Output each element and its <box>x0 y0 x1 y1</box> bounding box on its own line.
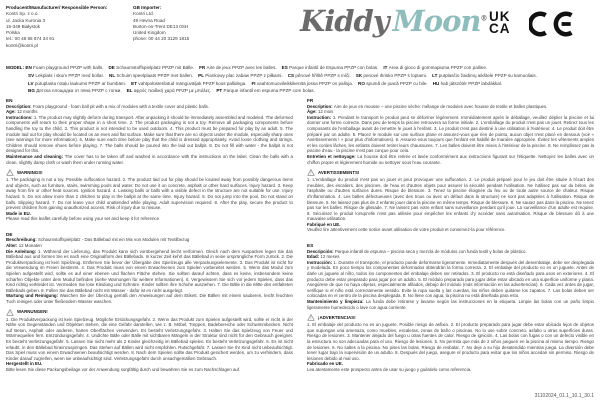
paragraph-label: Edad: <box>307 254 321 260</box>
model-language-code: PL <box>198 72 206 78</box>
column-0 <box>6 98 293 383</box>
section-language-code: FR <box>307 98 314 103</box>
brand-logo <box>300 4 487 38</box>
warning-label: AVERTISSEMENTS! <box>318 169 360 175</box>
section-paragraph: Beschreibung: Schaumstoffspielplatz - Das Bällebad mit ein Mix von Modulen mit Textilbezug <box>6 237 190 243</box>
svg-text:!: ! <box>9 310 11 316</box>
made-in-line: Made in EU. <box>6 210 31 216</box>
model-language-code: DE <box>108 65 117 70</box>
importer-phone: phone: 00 44 20 3129 1815 <box>133 36 190 42</box>
model-entry: SV Lekplats i skum PPZP med bollar. <box>28 72 105 78</box>
warning-heading <box>307 169 594 176</box>
warning-text: 1. Die Produktverpackung ist kein Spielzeug. Mögliche Erstickungsgefahr. 2. Wenn das Produkt zum Spielen aufgestellt wird, sollte er nicht in der Nähe von Gegenständen und Objekten stehen, die eine Gefahr darstellen, wie z. B. Möbel, Treppen, Badebereiche oder Schwimmbecken. Nicht auf Beton, Asphalt oder anderen, harten Oberflächen verwenden. Es besteht Verletzungsgefahr. 3. Halten Sie das Spielzeug von Feuer und Wärmequellen fern. Entzündungsgefahr. 4. Undichte Bälle oder Bälle mit sichtbaren Mängeln in der Struktur sind nicht für den Gebrauch geeignet. Es besteht Verletzungsgefahr. 5. Lassen Sie nicht mehr als 2 Kinder gleichzeitig im Bällebad spielen. Es besteht Verletzungsgefahr. 6. Es ist nicht erlaubt, in den Bällebad hineinzuspringen. Das Stehen auf Bällen wird nicht empfohlen. Rutschgefahr. 7. Lassen Sie Ihr Kind nicht unbeaufsichtigt. Das Spiel muss von einem Erwachsenen beaufsichtigt werden. 8. Nach dem Spielen sollte das Produkt gesichert werden, um zu verhindern, dass Kinder darauf zugreifen, wenn sie unbeaufsichtigt sind. Verletzungsgefahr durch unsachgemäßen Gebrauch. <box>6 316 293 361</box>
model-entry: DE Schaumstoffspielplatz PPZP mit Bälle. <box>108 65 195 70</box>
ukca-line-ca: CA <box>489 20 511 36</box>
leaflet-note: Please read this leaflet carefully before using your set and keep it for reference <box>6 216 160 222</box>
paragraph-label: Description: <box>307 103 334 109</box>
model-language-code: BG <box>28 88 37 94</box>
section-language-code: DE <box>6 231 13 237</box>
warning-label: ¡ADVERTENCIAS! <box>318 314 356 320</box>
manufacturer-block <box>6 5 130 49</box>
ukca-mark-icon <box>489 11 511 34</box>
warning-text: 1. L'emballage du produit n'est pas un jouet et peut provoquer une suffocation. 2. Le produit préparé pour le jeu doit être située à l'écart des meubles, des escaliers, des piscines, de l'eau et d'autres objets pour assurer la sécurité pendant l'utilisation. Ne l'utilisez pas sur du béton, de l'asphalte ou d'autres surfaces dures. Risque de blessure. 3. Tenez la piscine éloignée du feu ou de toute autre source de chaleur. Risque d'inflammation. 4. Les balles défectueuses (avec des trous ou avec un défaut dans la structure) ne sont pas adaptées à l'utilisation. Risque de blessure. 5. Ne laissez pas plus de 2 enfants jouer dans la piscine en même temps. Risque de blessure. 6. Ne sautez pas dans la piscine. Ne tenez pas sur les balles. Risque de glissade. 7. Ne laissez pas votre enfant sans surveillance pendant qu'il joue. La surveillance d'un adulte est requise. 8. Sécurisez le produit lorsqu'elle n'est pas utilisée pour empêcher les enfants d'y accéder sans autorisation. Risque de blessure dû à une mauvaise utilisation. <box>307 177 594 222</box>
svg-text:!: ! <box>9 170 11 176</box>
manufacturer-phone: tel.: 00 48 85 674 34 91 <box>6 36 55 42</box>
paragraph-label: Beschreibung: <box>6 237 38 243</box>
svg-text:!: ! <box>310 315 312 321</box>
warning-text: 1. The packaging is not a toy. Possible suffocation hazard. 2. The product laid out for play should be located away from possibly dangerous items and objects, such as furniture, stairs, swimming pools and water. Do not use it on concrete, asphalt or other hard surfaces. Injury hazard. 3. Keep away from fire or other heat sources. Ignition hazard. 4. Leaking balls or balls with a visible defect in the structure are not suitable for use. Injury hazard. 5. Do not allow more than 2 children to play in the ballpit at the same time. Injury hazard. 6. Do not jump into the pool. Do not stand on balls. Slipping hazard. 7. Do not leave your child unattended while playing. Adult supervision required. 8. After the play, secure the product to prevent children from gaining unauthorized access. Risk of injury due to misuse. <box>6 177 293 211</box>
section-de <box>6 232 293 373</box>
leaflet-note: Lea atentamente este prospecto antes de usar su juego y guárdelo como referencia. <box>307 366 472 372</box>
model-language-code: IT <box>383 65 389 70</box>
manufacturer-company: Kontri Sp. z o.o. <box>6 11 39 17</box>
model-language-code: PT <box>216 88 224 94</box>
model-language-code: LT <box>432 72 439 78</box>
model-entry: RO spumă de joacă PPZP cu bile. <box>358 80 428 86</box>
importer-block <box>133 5 253 43</box>
svg-text:!: ! <box>310 170 312 176</box>
model-entry: LV putuplasta rotaļu laukums PPZP ar bumbām. <box>28 80 127 86</box>
importer-country: United Kingdom <box>133 30 166 36</box>
warning-text: 1. El embalaje del producto no es un juguete. Posible riesgo de asfixia. 2. El producto preparado para jugar debe estar ubicado lejos de objetos que supongan una amenaza, como muebles, escaleras, zonas de baño o piscinas. No lo use sobre concreto, asfalto u otras superficies duras. Riesgo de lesiones. 3. Mantener alejado del fuego u otras fuentes de calor. Riesgo de ignición. 4. Las bolas con fugas o con un defecto visible en la estructura no son adecuadas para el uso. Riesgo de lesiones. 5. No permita que más de 2 niños jueguen en la piscina al mismo tiempo. Riesgo de lesiones. 6. No saltes a la piscina. No pises las bolas. Riesgo de resbalar. 7. No deje a su hijo desatendido mientras juega. La diversión debe tener lugar bajo la supervisión de un adulto. 8. Después del juego, asegure el producto para evitar que los niños accedan sin permiso. Riesgo de lesiones debido al mal uso. <box>307 322 594 361</box>
model-language-code: HU <box>432 80 441 86</box>
paragraph-label: Instructions: <box>6 114 34 120</box>
warning-heading <box>6 169 293 176</box>
warning-label: WARNUNGEN! <box>17 309 48 315</box>
paragraph-label: Instruction: <box>307 114 333 120</box>
paragraph-label: Âge: <box>307 109 318 115</box>
model-entry: IT Area di gioco di gommapiuma PPZP con palline. <box>383 65 488 70</box>
model-language-code: LV <box>28 80 35 86</box>
ce-mark-icon <box>529 9 576 44</box>
warning-triangle-icon <box>6 309 14 316</box>
section-paragraph: Maintenance and cleaning: The cover has to be taken off and washed in accordance with the instructions on the label. Clean the balls with a clean, slightly damp cloth or wash them under running water. <box>6 153 293 165</box>
brand-name-moon: Moon <box>392 4 481 38</box>
section-paragraph: Instrucción: 1. Durante el transporte, el producto puede deformarse ligeramente. Inmediatamente después del desembalaje, debe ser desplegada y modelada. En poco tiempo los componentes deformados obtendrán la forma correcta. 2. El embalaje del producto no es un juguete. Antes de darle un juguete al niño, todos los componentes del embalaje deben ser retirados. 3. El producto no está diseñado para usos en exteriores. 4. El producto debe estar preparado para jugar por un adulto. 5. El módulo preparado para jugar debe estar ubicado en una superficie uniforme y plana. Asegúrese de que no haya objetos, especialmente afilados, debajo del módulo (más información en las advertencias). 6. Cada vez antes de jugar, verifique si el niño está correctamente vestido. Evite la ropa suelta y las cuerdas, los niños deben quitarse los zapatos. 7. Las bolas deben ser colocadas en el centro de la piscina desplegada. 8. No llene con agua, la piscina no está diseñada para esto. <box>307 259 594 299</box>
section-paragraph: Die Anleitung: 1. Während der Lieferung, das Produkt kann sich vorübergehend leicht verformen. Gleich nach dem Auspacken legen Sie das Bällebad aus und formen Sie es nach eine Originalform des Bällebads. In kurzer Zeit kehrt das Bällebad in seine ursprüngliche Form zurück. 2. Die Produktverpackung ist kein Spielzeug. Entfernen Sie bevor der Übergabe des Spielzeugs alle Verpackungselemente. 3. Das Produkt ist nicht für die Verwendung im Freien bestimmt. 4. Das Produkt muss von einem Erwachsenen zum Spielen vorbereitet werden. 5. Wenn das Modul zum Spielen aufgestellt wird, sollte es auf einer ebenen und flachen Fläche stehen. Sie sollten darauf achten, dass es keine, insbesondere keine scharfen Objekte unter dem Modul befinden (siehe Warnungen für weitere Informationen). 6. Vergewissern Sie sich vor jedem Spielen, dass das Kind richtig verkleidet ist. Vermeiden Sie lose Kleidung und Schnüre. Kinder sollten ihre Schuhe ausziehen. 7. Die Bälle in die Mitte des entfalteten Bällebads geben. 8. Füllen Sie das Bällebad nicht mit Wasser - dafür ist es nicht ausgelegt. <box>6 248 293 293</box>
manufacturer-email: kontri@kontri.pl <box>6 42 38 48</box>
section-es <box>307 243 594 372</box>
made-in-line: Hergestellt in EU. <box>6 361 43 367</box>
paragraph-label: Instrucción: <box>307 259 334 265</box>
body-columns <box>6 98 594 383</box>
section-paragraph: Instruction: 1. Pendant le transport le produit peut se déformer légèrement. Immédiatement après le déballage, veuillez déplier la piscine et lui donner une forme correcte. Dans peu de temps la piscine retrouvera sa forme initiale. 2. L'emballage du produit n'est pas un jouet. Retirez tous les composants de l'emballage avant de remettre le jouet à l'enfant. 3. Le produit n'est pas destiné à une utilisation à l'extérieur. 4. Le produit doit être préparé par un adulte. 5. Placez le module sur une surface plane et assurez-vous que rien de pointu, aucun objet n'est placé en dessous (voir « Avertissements ! » pour plus d'informations). 6. Assurez-vous toujours que l'enfant est habillé de manière appropriée. Évitez les vêtements amples et les cordes lâches, les enfants doivent retirer leurs chaussures. 7. Les balles doivent être mises à l'intérieur de la piscine. 8. Ne remplissez pas la piscine d'eau - la piscine n'est pas conçue pour cela. <box>307 114 594 154</box>
section-paragraph: Descripción: Parque infantil de espuma – piscina seca y mezcla de módulos con funda textil y bolas de plástico. <box>307 248 527 254</box>
document-code: 31102024_01.1_10.1_30.1 <box>534 393 594 399</box>
section-paragraph: Âge: 12 mois <box>307 109 334 115</box>
importer-company: Kontri Ltd. <box>133 11 154 17</box>
model-language-code: EN <box>25 65 34 70</box>
warning-triangle-icon <box>6 169 14 176</box>
model-language-code: ET <box>131 80 139 86</box>
model-entry: BG Детска площадка от пяна PPZP с топки. <box>28 88 122 94</box>
model-line <box>6 64 594 72</box>
model-entry: HU hab játszótér PPZP labdákkal. <box>432 80 503 86</box>
model-language-code: NL <box>109 72 117 78</box>
model-entry: SK penové ihrisko PPZP s loptami. <box>355 72 428 78</box>
importer-title: GB Importer: <box>133 5 162 10</box>
model-entry: ES Parque infantil de Espuma PPZP con bolas. <box>281 65 379 70</box>
warning-heading <box>6 309 293 316</box>
manufacturer-street: ul. Jacka Kuronia 3 <box>6 17 46 23</box>
warning-triangle-icon <box>307 314 315 321</box>
paragraph-label: Entretien et nettoyage: <box>307 153 358 159</box>
model-entry: FI vaahtomuovileikkikenttä jossa PPZP on palloja. <box>251 80 354 86</box>
model-entry: CS pěnové hřiště PPZP s míči. <box>287 72 351 78</box>
model-entry: PT Parque infantil em espuma PPZP com bolas. <box>216 88 315 94</box>
model-line <box>6 80 594 88</box>
paragraph-label: Maintenance and cleaning: <box>6 153 65 159</box>
made-in-line: Fabriqué en UE. <box>307 221 341 227</box>
leaflet-note: Veuillez lire attentivement cette notice avant utilisation de votre produit et conservez-la pour référence. <box>307 227 506 233</box>
model-line <box>6 87 594 95</box>
model-language-code: EL <box>126 88 134 94</box>
model-language-code: ES <box>281 65 290 70</box>
model-entry: PL Piankowy plac zabaw PPZP z piłkami. <box>198 72 283 78</box>
model-language-code: FR <box>199 65 207 70</box>
ukca-line-uk: UK <box>489 9 511 24</box>
column-1 <box>307 98 594 383</box>
model-entry: FR Aire de jeux PPZP avec les balles. <box>199 65 277 70</box>
model-language-code: FI <box>251 80 257 86</box>
section-paragraph: Instructions: 1. The product may slightly deform during transport. After unpacking it should be immediately assembled and modeled. The deformed components will return to their proper shape in a short time. 2. The product packaging is not a toy. Remove all packaging components before handling the toy to the child. 3. This product is not intended to be used outdoors. 4. This product must be prepared for play by an adult. 5. The module laid out for play should be located on an even and flat surface. Make sure that there are no objects under the module, especially sharp ones (see warnings for more information). 6. Make sure each time before play that the child is dressed appropriately. Avoid loose clothing and strings. Children should remove shoes before playing. 7. The balls should be poured into the laid out ballpit. 8. Do not fill with water - the ballpit is not designed for this. <box>6 114 294 154</box>
made-in-line: Fabricado en UE. <box>307 361 343 367</box>
section-paragraph: Entretien et nettoyage: La housse doit être retirée et lavée conformément aux instructions figurant sur l'étiquette. Nettoyez les balles avec un chiffon propre et légèrement humide ou nettoyer sous l'eau courante. <box>307 153 594 165</box>
model-entry: LT putplasčio žaidimų aikštelė PPZP su kamuoliais. <box>432 72 537 78</box>
paragraph-label: Description: <box>6 103 33 109</box>
model-entry: EL αφρός παιδική χαρά PPZP με μπάλες. <box>126 88 212 94</box>
section-paragraph: Alter: 12 Monaten <box>6 243 42 249</box>
model-block <box>6 64 594 95</box>
model-entry: NL Schuim speelplaats PPZP met ballen. <box>109 72 194 78</box>
warning-triangle-icon <box>307 169 315 176</box>
paragraph-label: Mantenimiento y limpieza: <box>307 299 366 304</box>
model-line <box>6 72 594 80</box>
model-language-code: CS <box>287 72 296 78</box>
importer-street: 49 Hevna Road <box>133 17 165 23</box>
section-fr <box>307 98 594 233</box>
importer-city: Burton-on-Trent DE13 0SH <box>133 23 189 29</box>
model-entry: ET vahtpolüsterilatud mänguväljak PPZP koos pallidega. <box>131 80 247 86</box>
model-language-code: SV <box>28 72 36 78</box>
warning-heading <box>307 314 594 321</box>
manufacturer-city: 15-349 Białystok <box>6 23 40 29</box>
warning-label: WARNINGS! <box>17 169 43 175</box>
section-en <box>6 98 293 222</box>
manufacturer-country: Polska <box>6 30 20 36</box>
section-paragraph: Mantenimiento y limpieza: La funda debe retirarse y lavarse según las instrucciones en la etiqueta. Limpie las bolas con un paño limpio ligeramente humedecido o lave con agua corriente. <box>307 299 594 310</box>
paragraph-label: Wartung und Reinigung: <box>6 293 60 299</box>
section-paragraph: Age: 12 months <box>6 109 38 115</box>
section-paragraph: Wartung und Reinigung: Waschen Sie der Überzug gemäß den Anweisungen auf dem Etikett. Die Bällen mit einem sauberen, leicht feuchten Tuch reinigen oder unter fließendem Wasser waschen. <box>6 293 293 304</box>
paragraph-label: Die Anleitung: <box>6 248 39 254</box>
section-language-code: ES <box>307 243 314 249</box>
leaflet-note: Bitte lesen Sie diese Packungsbeilage vor der Anwendung sorgfältig durch und bewahren Sie es zum Nachschlagen auf. <box>6 366 241 372</box>
model-prefix: MODEL: <box>6 65 26 70</box>
model-entry: EN Foam playground PPZP with balls. <box>25 65 104 70</box>
model-language-code: RO <box>358 80 367 86</box>
registered-trademark-icon: ® <box>480 13 487 23</box>
paragraph-label: Age: <box>6 109 17 115</box>
brand-name-kiddy: Kiddy <box>300 4 389 38</box>
model-language-code: SK <box>355 72 364 78</box>
section-paragraph: Description: Foam playground - foam ball pit with a mix of modules with a textile cover and plastic balls. <box>6 103 210 109</box>
paragraph-label: Descripción: <box>307 248 335 254</box>
section-paragraph: Description: Aire de jeux en mousse – une piscine sèche: mélange de modules avec housse de textile et balles plastiques. <box>307 103 548 109</box>
section-language-code: EN <box>6 98 13 103</box>
paragraph-label: Alter: <box>6 243 19 249</box>
section-paragraph: Edad: 12 meses <box>307 254 340 260</box>
manufacturer-title: Producent/Manufacturer/ Responsible Person: <box>6 5 108 10</box>
